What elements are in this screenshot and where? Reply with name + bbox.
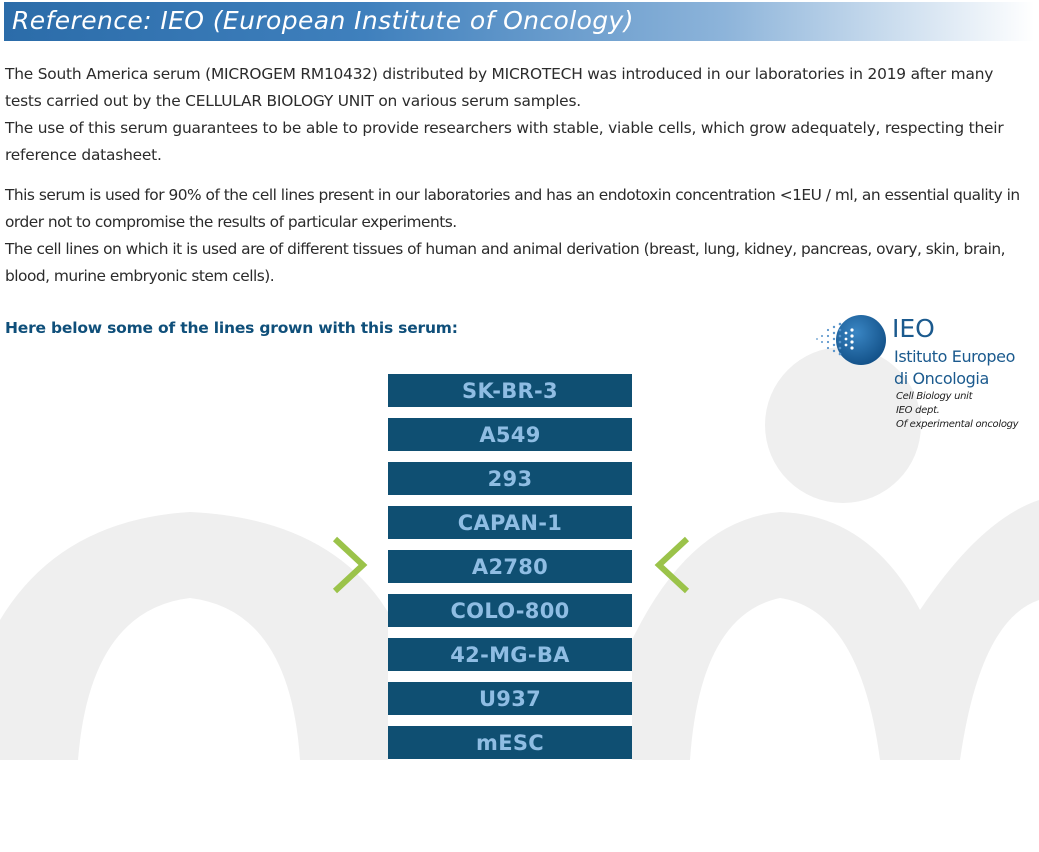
cell-line-item: 42-MG-BA [388,638,632,671]
cell-line-item: A549 [388,418,632,451]
logo-abbreviation: IEO [892,314,935,343]
ieo-logo [814,314,1034,434]
cell-line-item: A2780 [388,550,632,583]
cell-line-item: mESC [388,726,632,759]
intro-paragraph: The South America serum (MICROGEM RM10432) distributed by MICROTECH was introduced in our laboratories in 2019 after many tests carried out by the CELLULAR BIOLOGY UNIT on various serum samples. The use of this serum guarantees to be able to provide researchers with stable, viable cells, which grow adequately, respecting their reference datasheet. [5,65,1004,164]
cell-line-item: CAPAN-1 [388,506,632,539]
header-banner [4,2,1034,41]
chevron-right-icon [330,534,370,596]
cell-lines-heading: Here below some of the lines grown with this serum: [5,319,458,337]
ieo-logo-mark-icon [814,314,890,370]
logo-institute-name: Istituto Europeo di Oncologia [894,347,1015,388]
logo-department: Cell Biology unit IEO dept. Of experimental oncology [896,391,1019,430]
cell-line-item: U937 [388,682,632,715]
cell-line-item: SK-BR-3 [388,374,632,407]
cell-line-item: 293 [388,462,632,495]
usage-paragraph: This serum is used for 90% of the cell lines present in our laboratories and has an endotoxin concentration <1EU / ml, an essential quality in order not to compromise the results of particular experiments. The cell lines on which it is used are of different tissues of human and animal derivation (breast, lung, kidney, pancreas, ovary, skin, brain, blood, murine embryonic stem cells). [5,186,1020,285]
cell-line-item: COLO-800 [388,594,632,627]
chevron-left-icon [652,534,692,596]
cell-lines-list [388,374,632,770]
page-title: Reference: IEO (European Institute of Oncology) [12,6,634,35]
